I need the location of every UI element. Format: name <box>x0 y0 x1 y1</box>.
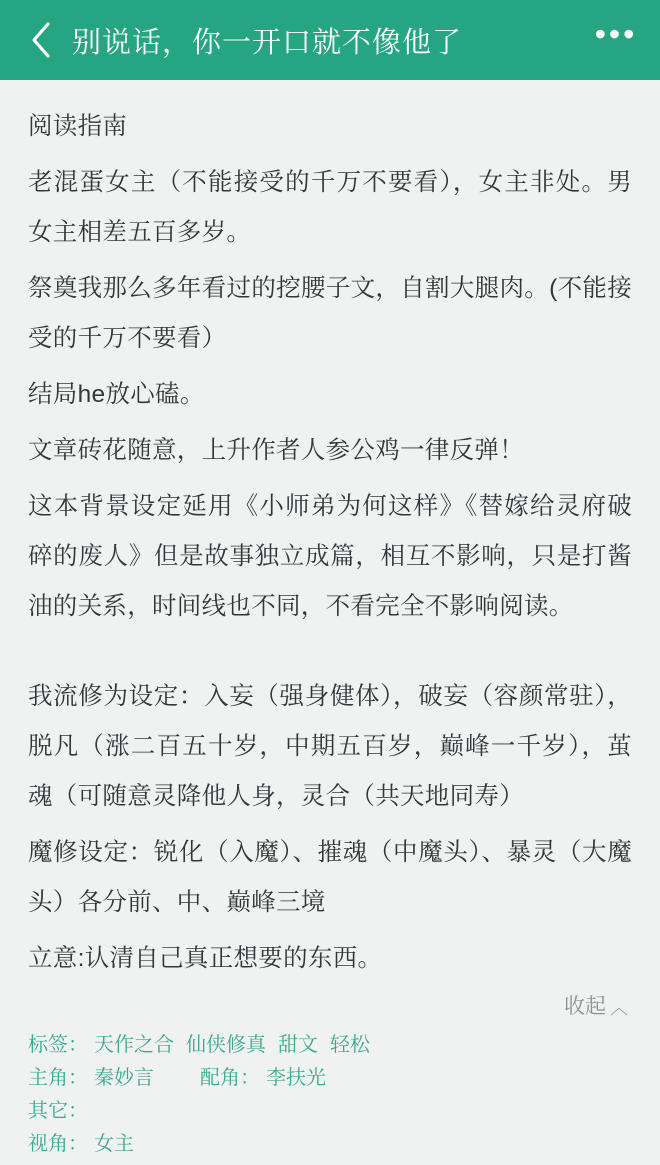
app-header <box>0 0 660 80</box>
page-title: 别说话，你一开口就不像他了 <box>72 26 463 59</box>
novel-meta <box>28 1020 632 1159</box>
chevron-up-icon: ︿ <box>610 998 628 1018</box>
protagonist-value[interactable]: 秦妙言 <box>94 1067 154 1089</box>
other-label: 其它： <box>28 1100 88 1122</box>
paragraph: 祭奠我那么多年看过的挖腰子文，自割大腿肉。(不能接受的千万不要看） <box>28 275 632 352</box>
collapse-label: 收起 <box>564 995 606 1018</box>
back-button[interactable] <box>18 13 64 67</box>
tag-item[interactable]: 仙侠修真 <box>186 1034 266 1056</box>
tag-item[interactable]: 轻松 <box>330 1034 370 1056</box>
paragraph: 文章砖花随意，上升作者人参公鸡一律反弹！ <box>28 437 524 464</box>
other-row <box>28 1096 632 1126</box>
paragraph: 结局he放心磕。 <box>28 381 205 408</box>
tags-label: 标签： <box>28 1034 88 1056</box>
paragraph: 魔修设定：锐化（入魔）、摧魂（中魔头）、暴灵（大魔头）各分前、中、巅峰三境 <box>28 839 632 916</box>
paragraph: 阅读指南 <box>28 113 128 140</box>
article-body <box>0 80 660 1165</box>
paragraph: 立意:认清自己真正想要的东西。 <box>28 945 383 972</box>
paragraph: 老混蛋女主（不能接受的千万不要看），女主非处。男女主相差五百多岁。 <box>28 169 632 246</box>
protagonist-label: 主角： <box>28 1067 88 1089</box>
collapse-row <box>28 990 632 1020</box>
characters-row <box>28 1063 632 1093</box>
perspective-row <box>28 1129 632 1159</box>
more-horizontal-icon: ••• <box>594 16 638 52</box>
tag-item[interactable]: 甜文 <box>278 1034 318 1056</box>
paragraph: 我流修为设定：入妄（强身健体），破妄（容颜常驻），脱凡（涨二百五十岁，中期五百岁，巅峰一千岁），茧魂（可随意灵降他人身，灵合（共天地同寿） <box>28 683 632 810</box>
chevron-left-icon <box>29 20 53 60</box>
tag-item[interactable]: 天作之合 <box>94 1034 174 1056</box>
supporting-value[interactable]: 李扶光 <box>266 1067 326 1089</box>
perspective-value[interactable]: 女主 <box>94 1133 134 1155</box>
more-options-button[interactable] <box>590 13 642 67</box>
perspective-label: 视角： <box>28 1133 88 1155</box>
paragraph: 这本背景设定延用《小师弟为何这样》《替嫁给灵府破碎的废人》但是故事独立成篇，相互不影响，只是打酱油的关系，时间线也不同，不看完全不影响阅读。 <box>28 493 632 620</box>
tags-row <box>28 1030 632 1060</box>
collapse-button[interactable] <box>564 990 628 1020</box>
supporting-label: 配角： <box>200 1067 260 1089</box>
